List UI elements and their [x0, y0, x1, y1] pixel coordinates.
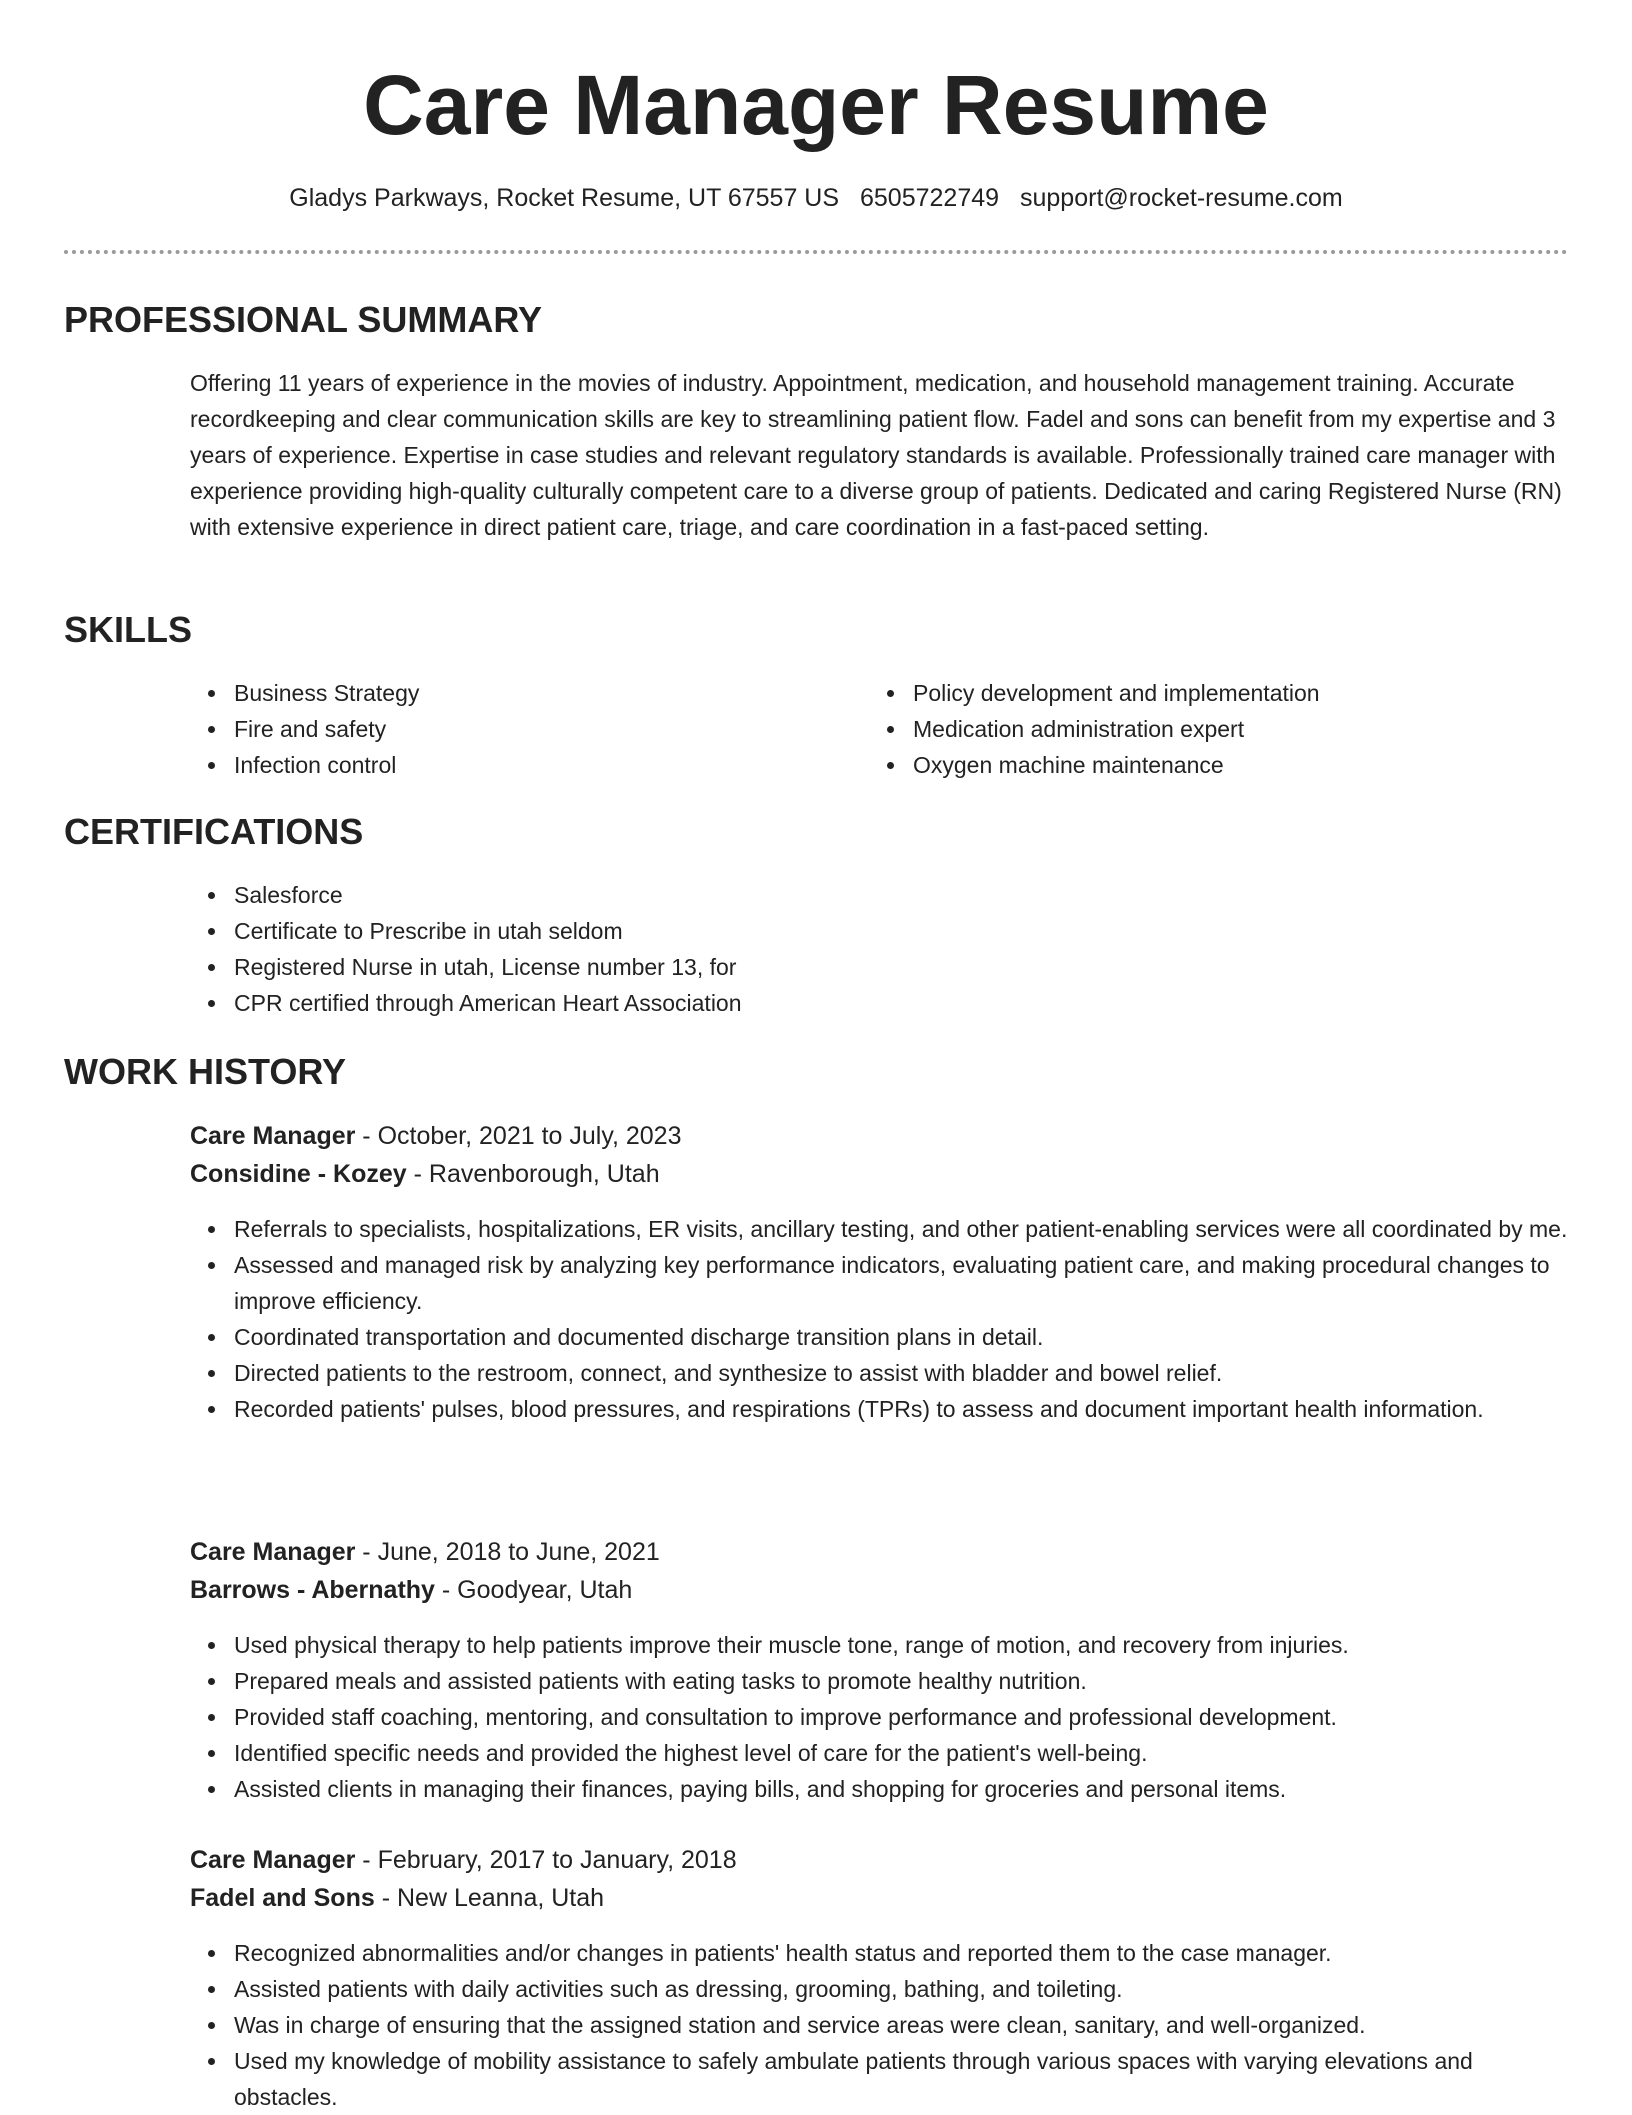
job-location: - Ravenborough, Utah: [406, 1160, 660, 1188]
skills-list-left: [190, 675, 874, 783]
list-item: Recorded patients' pulses, blood pressures, and respirations (TPRs) to assess and document important health information.: [234, 1391, 1568, 1427]
job-location: - New Leanna, Utah: [374, 1884, 605, 1912]
job-dates: - October, 2021 to July, 2023: [355, 1122, 682, 1150]
list-item: Assessed and managed risk by analyzing key performance indicators, evaluating patient care, and making procedural changes to improve efficiency.: [234, 1247, 1568, 1319]
list-item: Identified specific needs and provided the highest level of care for the patient's well-being.: [234, 1735, 1568, 1771]
job-company: Considine - Kozey: [190, 1160, 407, 1188]
job-company-line: [190, 1155, 660, 1193]
job-company-line: [190, 1571, 632, 1609]
list-item: Infection control: [234, 747, 874, 783]
list-item: Salesforce: [234, 877, 1594, 913]
list-item: Oxygen machine maintenance: [913, 747, 1593, 783]
contact-phone: 6505722749: [860, 184, 1000, 212]
job-title-line: [190, 1841, 737, 1879]
job-company: Barrows - Abernathy: [190, 1576, 435, 1604]
skills-heading: SKILLS: [64, 609, 193, 650]
list-item: Certificate to Prescribe in utah seldom: [234, 913, 1594, 949]
list-item: Registered Nurse in utah, License number 13, for: [234, 949, 1594, 985]
job-company-line: [190, 1879, 604, 1917]
job-title-line: [190, 1533, 660, 1571]
list-item: Assisted clients in managing their finances, paying bills, and shopping for groceries and personal items.: [234, 1771, 1568, 1807]
contact-line: [64, 180, 1568, 216]
job-location: - Goodyear, Utah: [434, 1576, 633, 1604]
certifications-list: [190, 877, 1594, 1021]
list-item: Directed patients to the restroom, connect, and synthesize to assist with bladder and bowel relief.: [234, 1355, 1568, 1391]
list-item: Recognized abnormalities and/or changes in patients' health status and reported them to the case manager.: [234, 1935, 1568, 1971]
list-item: Used my knowledge of mobility assistance to safely ambulate patients through various spaces with varying elevations and obstacles.: [234, 2043, 1568, 2115]
list-item: Coordinated transportation and documented discharge transition plans in detail.: [234, 1319, 1568, 1355]
list-item: Assisted patients with daily activities such as dressing, grooming, bathing, and toileting.: [234, 1971, 1568, 2007]
job-dates: - June, 2018 to June, 2021: [355, 1538, 660, 1566]
work-history-heading: WORK HISTORY: [64, 1051, 347, 1092]
job-title: Care Manager: [190, 1538, 356, 1566]
header-divider: [64, 250, 1568, 254]
job-title: Care Manager: [190, 1122, 356, 1150]
list-item: Referrals to specialists, hospitalizations, ER visits, ancillary testing, and other patient-enabling services were all coordinated by me.: [234, 1211, 1568, 1247]
list-item: Used physical therapy to help patients improve their muscle tone, range of motion, and recovery from injuries.: [234, 1627, 1568, 1663]
job-bullets: [190, 1627, 1568, 1807]
list-item: Was in charge of ensuring that the assigned station and service areas were clean, sanitary, and well-organized.: [234, 2007, 1568, 2043]
summary-heading: PROFESSIONAL SUMMARY: [64, 299, 543, 340]
job-dates: - February, 2017 to January, 2018: [355, 1846, 737, 1874]
page-title: Care Manager Resume: [363, 58, 1269, 152]
contact-address: Gladys Parkways, Rocket Resume, UT 67557 US: [289, 184, 840, 212]
job-bullets: [190, 1935, 1568, 2115]
list-item: Medication administration expert: [913, 711, 1593, 747]
list-item: Fire and safety: [234, 711, 874, 747]
list-item: Policy development and implementation: [913, 675, 1593, 711]
summary-text: Offering 11 years of experience in the movies of industry. Appointment, medication, and household management training. Accurate recordkeeping and clear communication skills are key to streamlining patient flow. Fadel and sons can benefit from my expertise and 3 years of experience. Expertise in case studies and relevant regulatory standards is available. Professionally trained care manager with experience providing high-quality culturally competent care to a diverse group of patients. Dedicated and caring Registered Nurse (RN) with extensive experience in direct patient care, triage, and care coordination in a fast-paced setting.: [190, 370, 1562, 540]
list-item: Business Strategy: [234, 675, 874, 711]
job-bullets: [190, 1211, 1568, 1427]
list-item: CPR certified through American Heart Association: [234, 985, 1594, 1021]
job-company: Fadel and Sons: [190, 1884, 375, 1912]
certifications-heading: CERTIFICATIONS: [64, 811, 364, 852]
skills-list-right: [869, 675, 1593, 783]
contact-email: support@rocket-resume.com: [1020, 184, 1343, 212]
job-title: Care Manager: [190, 1846, 356, 1874]
list-item: Provided staff coaching, mentoring, and consultation to improve performance and professional development.: [234, 1699, 1568, 1735]
job-title-line: [190, 1117, 681, 1155]
list-item: Prepared meals and assisted patients with eating tasks to promote healthy nutrition.: [234, 1663, 1568, 1699]
